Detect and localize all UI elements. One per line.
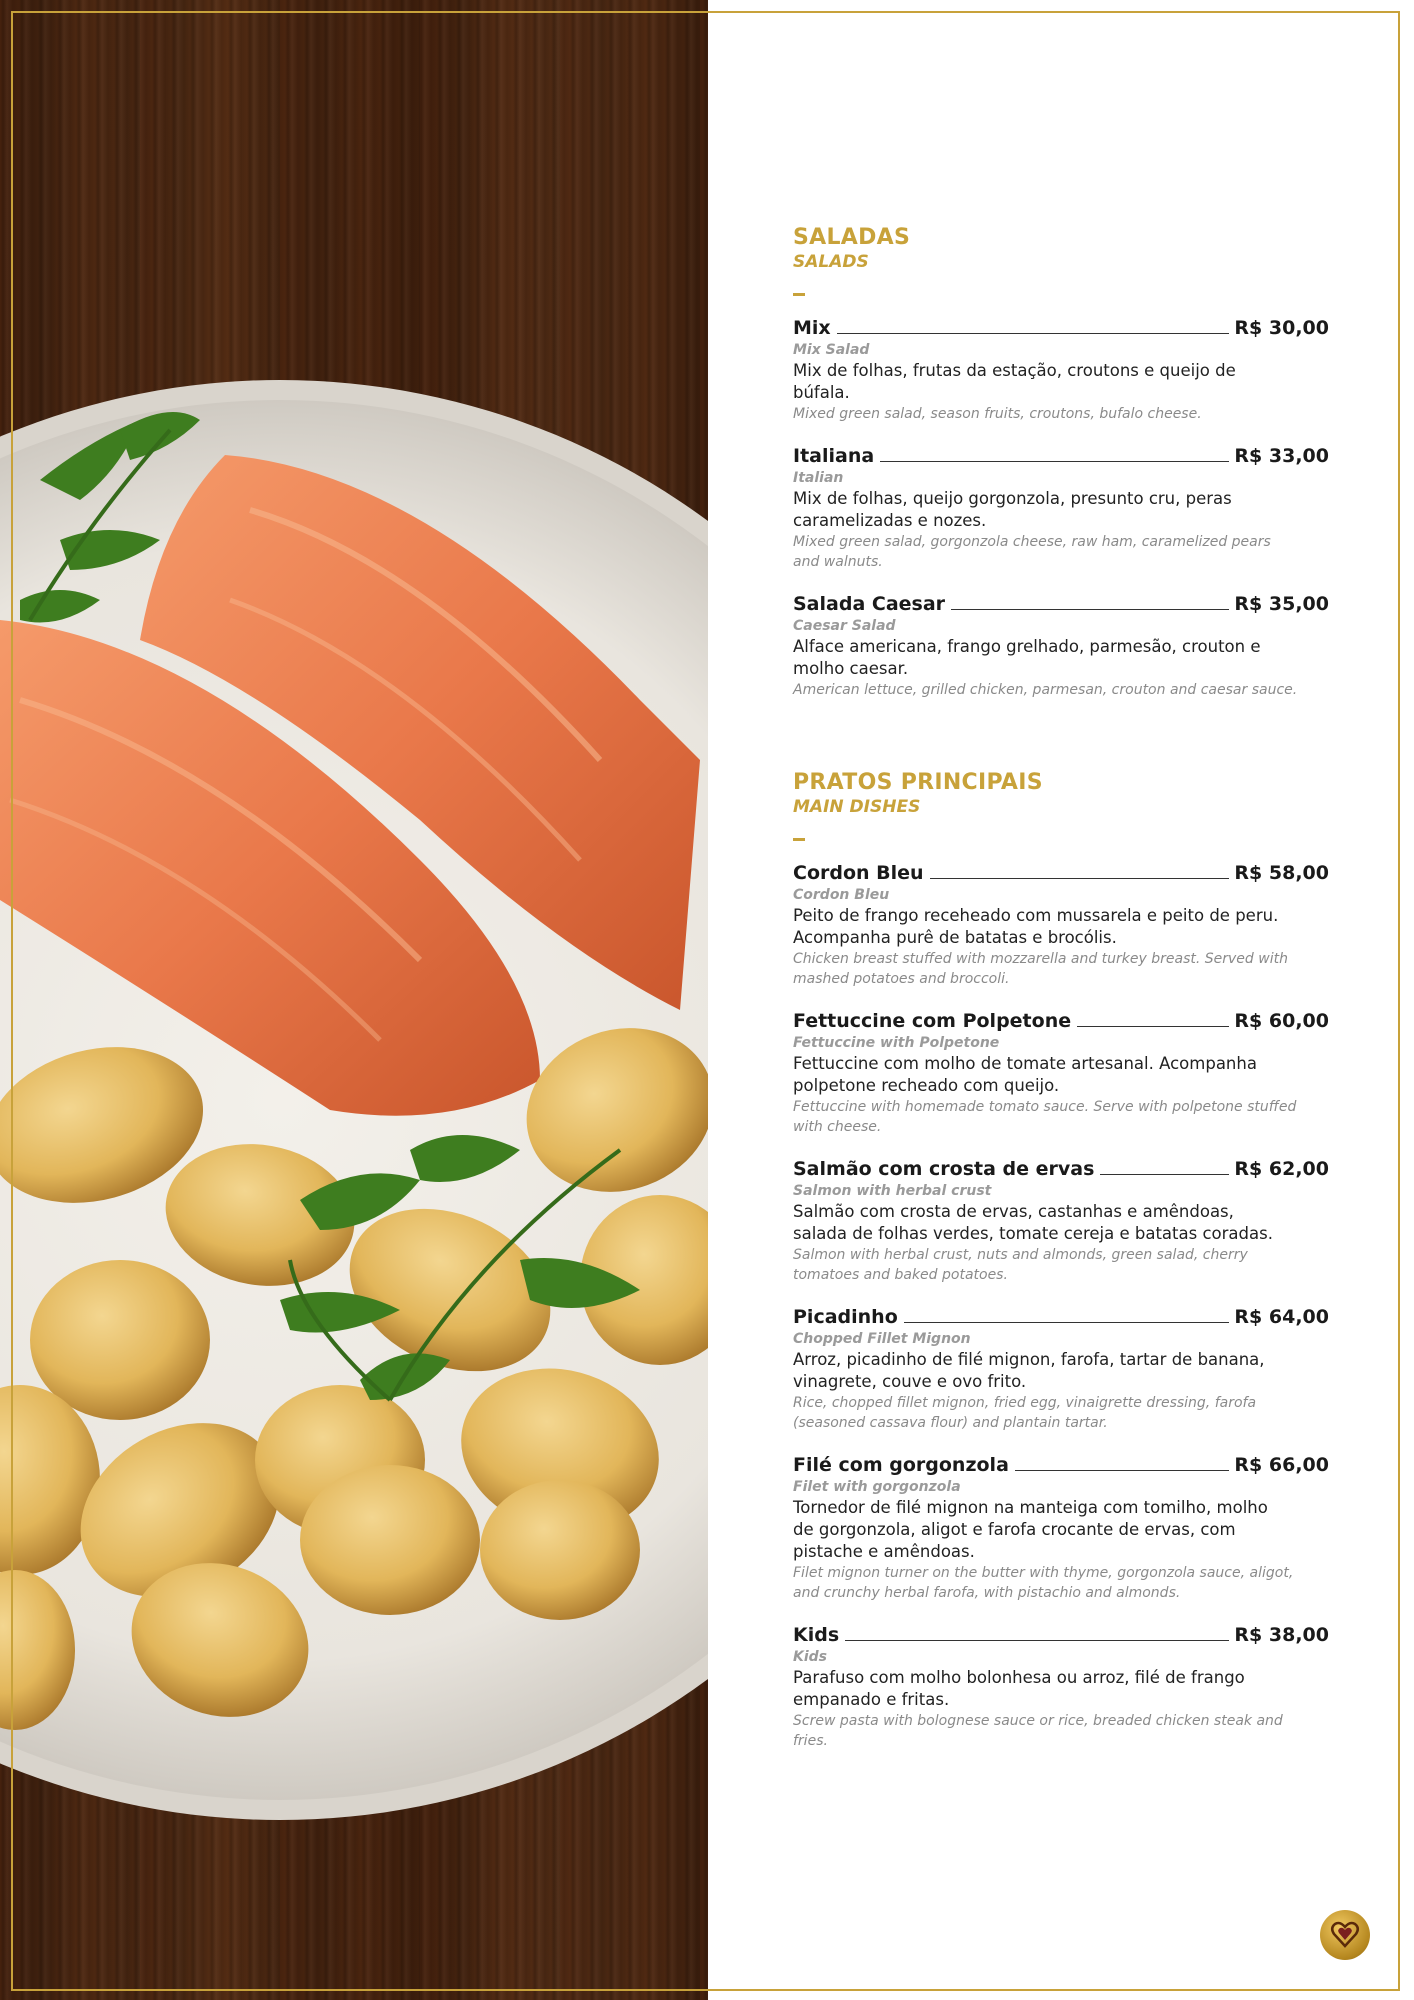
section-main-dishes <box>793 770 1329 1751</box>
item-description: Mix de folhas, frutas da estação, croutons e queijo de búfala. <box>793 361 1236 402</box>
item-description-english: Filet mignon turner on the butter with thyme, gorgonzola sauce, aligot, and crunchy herbal farofa, with pistachio and almonds. <box>793 1565 1294 1601</box>
item-price: R$ 62,00 <box>1234 1158 1329 1180</box>
item-description: Parafuso com molho bolonhesa ou arroz, filé de frango empanado e fritas. <box>793 1668 1245 1709</box>
dot-leader <box>904 1322 1230 1323</box>
item-description: Salmão com crosta de ervas, castanhas e amêndoas, salada de folhas verdes, tomate cereja e batatas coradas. <box>793 1202 1273 1243</box>
item-english-name: Filet with gorgonzola <box>793 1479 961 1495</box>
item-description-english: Mixed green salad, season fruits, croutons, bufalo cheese. <box>793 406 1202 422</box>
item-name: Filé com gorgonzola <box>793 1454 1009 1476</box>
item-description: Mix de folhas, queijo gorgonzola, presunto cru, peras caramelizadas e nozes. <box>793 489 1232 530</box>
dot-leader <box>880 461 1229 462</box>
item-description: Tornedor de filé mignon na manteiga com tomilho, molho de gorgonzola, aligot e farofa crocante de ervas, com pistache e amêndoas. <box>793 1498 1268 1561</box>
item-name: Fettuccine com Polpetone <box>793 1010 1072 1032</box>
item-description: Peito de frango receheado com mussarela e peito de peru. Acompanha purê de batatas e brocólis. <box>793 906 1279 947</box>
item-name: Kids <box>793 1624 840 1646</box>
menu-item <box>793 1305 1329 1433</box>
section-subtitle: SALADS <box>793 252 869 272</box>
menu-item <box>793 1009 1329 1137</box>
item-price: R$ 66,00 <box>1234 1454 1329 1476</box>
menu-item <box>793 592 1329 700</box>
menu-item <box>793 861 1329 989</box>
dot-leader <box>930 878 1230 879</box>
item-description-english: Fettuccine with homemade tomato sauce. Serve with polpetone stuffed with cheese. <box>793 1099 1297 1135</box>
item-description: Fettuccine com molho de tomate artesanal. Acompanha polpetone recheado com queijo. <box>793 1054 1257 1095</box>
item-price: R$ 64,00 <box>1234 1306 1329 1328</box>
dot-leader <box>1100 1174 1229 1175</box>
item-english-name: Fettuccine with Polpetone <box>793 1035 1000 1051</box>
item-description-english: Mixed green salad, gorgonzola cheese, raw ham, caramelized pears and walnuts. <box>793 534 1271 570</box>
item-price: R$ 58,00 <box>1234 862 1329 884</box>
item-price: R$ 35,00 <box>1234 593 1329 615</box>
dot-leader <box>837 333 1230 334</box>
item-name: Cordon Bleu <box>793 862 924 884</box>
section-title: SALADAS <box>793 225 911 250</box>
item-description-english: Rice, chopped fillet mignon, fried egg, vinaigrette dressing, farofa (seasoned cassava flour) and plantain tartar. <box>793 1395 1257 1431</box>
item-name: Mix <box>793 317 831 339</box>
menu-item <box>793 444 1329 572</box>
item-description: Alface americana, frango grelhado, parmesão, crouton e molho caesar. <box>793 637 1261 678</box>
dot-leader <box>1015 1470 1230 1471</box>
section-subtitle: MAIN DISHES <box>793 797 921 817</box>
menu-item <box>793 1157 1329 1285</box>
item-description-english: Chicken breast stuffed with mozzarella and turkey breast. Served with mashed potatoes and broccoli. <box>793 951 1288 987</box>
item-price: R$ 30,00 <box>1234 317 1329 339</box>
section-divider <box>793 838 805 841</box>
section-title: PRATOS PRINCIPAIS <box>793 770 1043 795</box>
menu-item <box>793 1453 1329 1603</box>
item-price: R$ 60,00 <box>1234 1010 1329 1032</box>
item-english-name: Kids <box>793 1649 828 1665</box>
dot-leader <box>1077 1026 1229 1027</box>
item-english-name: Salmon with herbal crust <box>793 1183 992 1199</box>
item-description: Arroz, picadinho de filé mignon, farofa, tartar de banana, vinagrete, couve e ovo frito. <box>793 1350 1265 1391</box>
item-english-name: Chopped Fillet Mignon <box>793 1331 971 1347</box>
item-name: Italiana <box>793 445 875 467</box>
heart-logo-icon <box>1320 1910 1370 1960</box>
item-description-english: Salmon with herbal crust, nuts and almonds, green salad, cherry tomatoes and baked potatoes. <box>793 1247 1248 1283</box>
section-divider <box>793 293 805 296</box>
menu-column <box>793 225 1329 1821</box>
item-english-name: Italian <box>793 470 844 486</box>
item-price: R$ 38,00 <box>1234 1624 1329 1646</box>
menu-item <box>793 1623 1329 1751</box>
dot-leader <box>951 609 1229 610</box>
item-name: Picadinho <box>793 1306 898 1328</box>
item-description-english: Screw pasta with bolognese sauce or rice, breaded chicken steak and fries. <box>793 1713 1283 1749</box>
item-description-english: American lettuce, grilled chicken, parmesan, crouton and caesar sauce. <box>793 682 1298 698</box>
item-name: Salada Caesar <box>793 593 946 615</box>
dot-leader <box>845 1640 1229 1641</box>
item-price: R$ 33,00 <box>1234 445 1329 467</box>
menu-item <box>793 316 1329 424</box>
item-english-name: Caesar Salad <box>793 618 896 634</box>
heart-icon <box>1330 1920 1360 1950</box>
item-english-name: Cordon Bleu <box>793 887 890 903</box>
item-name: Salmão com crosta de ervas <box>793 1158 1095 1180</box>
item-english-name: Mix Salad <box>793 342 870 358</box>
section-salads <box>793 225 1329 700</box>
